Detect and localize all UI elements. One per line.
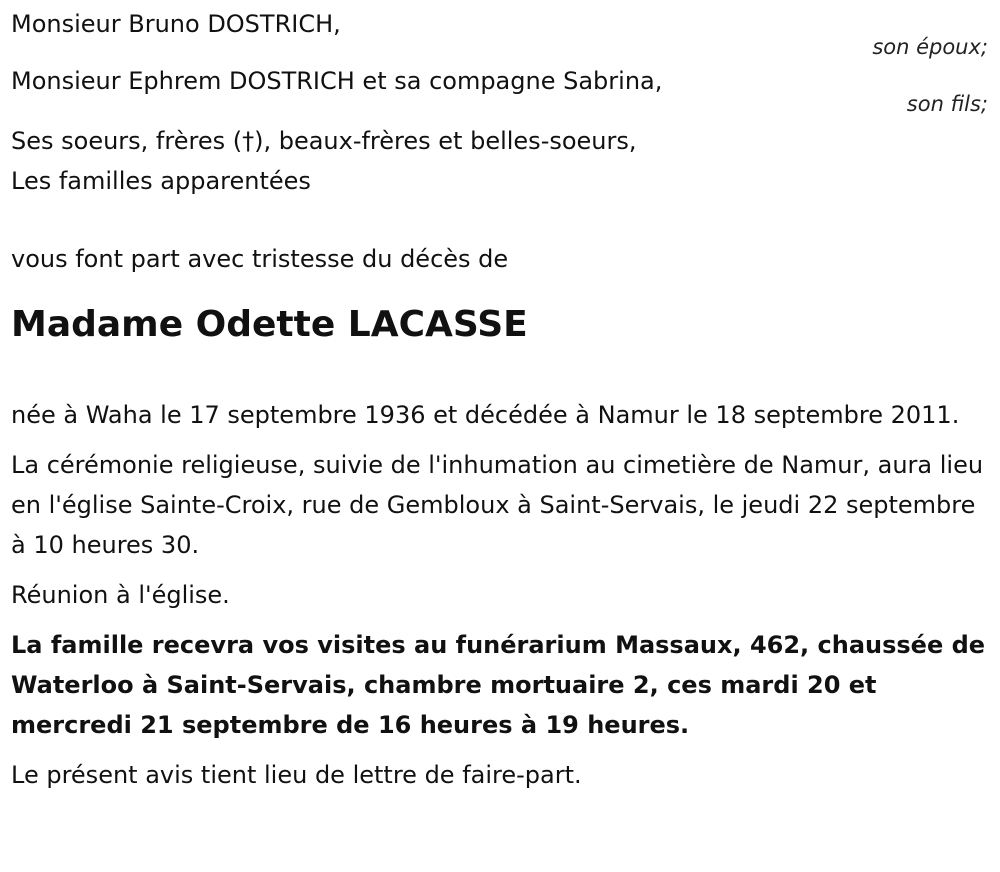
birth-death-text: née à Waha le 17 septembre 1936 et décédée à Namur le 18 septembre 2011. (11, 401, 960, 429)
son-name: Monsieur Ephrem DOSTRICH et sa compagne Sabrina, (11, 67, 663, 95)
deceased-name: Madame Odette LACASSE (11, 304, 528, 345)
son-role: son fils; (906, 92, 988, 116)
spouse-role: son époux; (872, 35, 988, 59)
relatives-line: Les familles apparentées (11, 167, 311, 195)
spouse-name: Monsieur Bruno DOSTRICH, (11, 10, 341, 38)
notice-text: Le présent avis tient lieu de lettre de faire-part. (11, 761, 582, 789)
gathering-text: Réunion à l'église. (11, 581, 230, 609)
family-list (11, 4, 990, 201)
visits-text: La famille recevra vos visites au funérarium Massaux, 462, chaussée de Waterloo à Saint-Servais, chambre mortuaire 2, ces mardi 20 et mercredi 21 septembre de 16 heures à 19 heures. (11, 631, 986, 739)
siblings-line: Ses soeurs, frères (†), beaux-frères et belles-soeurs, (11, 127, 637, 155)
ceremony-text: La cérémonie religieuse, suivie de l'inhumation au cimetière de Namur, aura lieu en l'église Sainte-Croix, rue de Gembloux à Saint-Servais, le jeudi 22 septembre à 10 heures 30. (11, 451, 984, 559)
announcement-text: vous font part avec tristesse du décès de (11, 245, 509, 273)
